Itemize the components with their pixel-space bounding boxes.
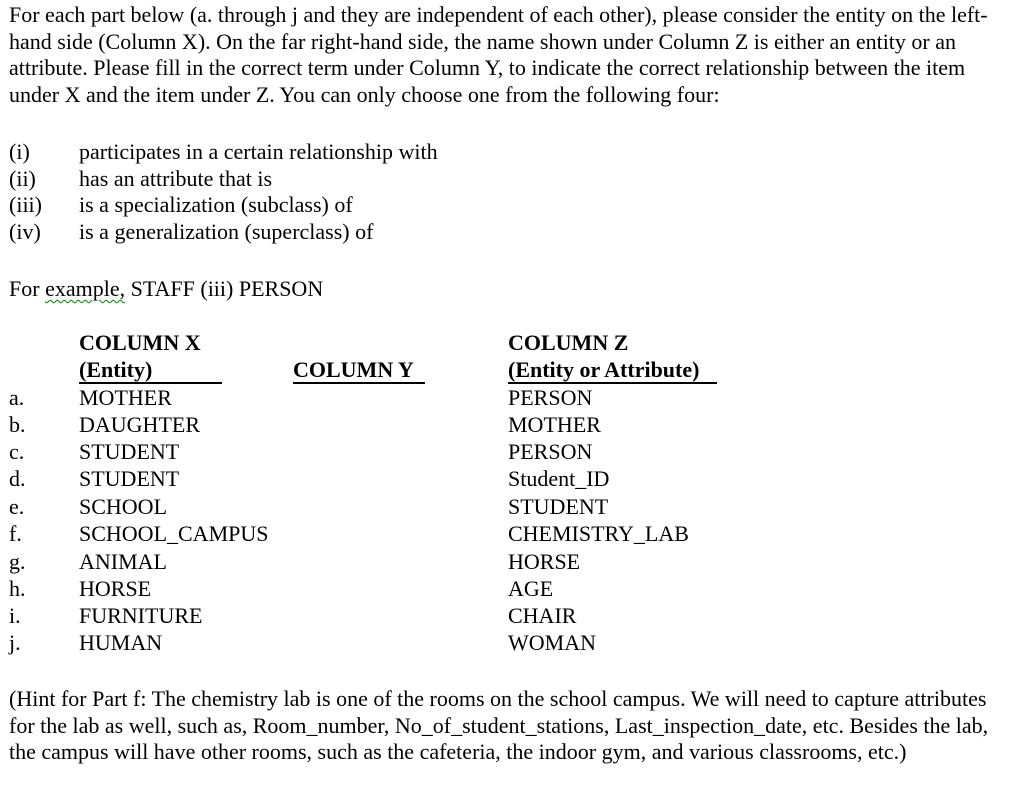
column-z-cell: PERSON	[508, 439, 593, 464]
column-x-cell: SCHOOL	[79, 494, 168, 519]
column-x-title: COLUMN X	[79, 330, 201, 355]
column-z-cell: CHEMISTRY_LAB	[508, 521, 689, 546]
column-x-cell: SCHOOL_CAMPUS	[79, 521, 269, 546]
row-letter: e.	[9, 494, 25, 519]
column-z-cell: WOMAN	[508, 630, 596, 655]
column-x-cell: STUDENT	[79, 439, 180, 464]
column-z-subtitle: (Entity or Attribute)	[508, 357, 700, 382]
row-letter: c.	[9, 439, 25, 464]
row-letter: g.	[9, 549, 26, 574]
option-text-2: has an attribute that is	[79, 166, 273, 191]
column-z-cell: HORSE	[508, 549, 581, 574]
column-z-cell: MOTHER	[508, 412, 601, 437]
column-x-cell: HORSE	[79, 576, 152, 601]
example-rest: STAFF (iii) PERSON	[125, 276, 324, 301]
example-word-spellcheck: example,	[45, 276, 126, 301]
row-letter: h.	[9, 576, 26, 601]
example-line	[9, 276, 323, 303]
option-text-4: is a generalization (superclass) of	[79, 219, 374, 244]
column-x-cell: ANIMAL	[79, 549, 167, 574]
intro-paragraph: For each part below (a. through j and they are independent of each other), please consider the entity on the left-hand side (Column X). On the far right-hand side, the name shown under Column Z is either an entity or an attribute. Please fill in the correct term under Column Y, to indicate the correct relationship between the item under X and the item under Z. You can only choose one from the following four:	[9, 2, 988, 107]
hint-paragraph: (Hint for Part f: The chemistry lab is one of the rooms on the school campus. We will need to capture attributes for the lab as well, such as, Room_number, No_of_student_stations, Last_inspection_date, etc. Besides the lab, the campus will have other rooms, such as the cafeteria, the indoor gym, and various classrooms, etc.)	[9, 686, 989, 764]
example-prefix: For	[9, 276, 46, 301]
option-text-1: participates in a certain relationship with	[79, 139, 438, 164]
option-label-1: (i)	[9, 139, 30, 164]
column-z-cell: AGE	[508, 576, 554, 601]
column-y-title: COLUMN Y	[293, 357, 414, 382]
option-label-3: (iii)	[9, 192, 42, 217]
column-x-cell: FURNITURE	[79, 603, 203, 628]
row-letter: j.	[9, 630, 21, 655]
column-y-underline	[293, 382, 425, 384]
column-z-cell: STUDENT	[508, 494, 609, 519]
column-x-cell: HUMAN	[79, 630, 163, 655]
row-letter: a.	[9, 385, 25, 410]
row-letter: b.	[9, 412, 26, 437]
option-text-3: is a specialization (subclass) of	[79, 192, 353, 217]
row-letter: d.	[9, 466, 26, 491]
option-label-4: (iv)	[9, 219, 41, 244]
column-x-subtitle: (Entity)	[79, 357, 153, 382]
column-x-cell: MOTHER	[79, 385, 172, 410]
column-z-title: COLUMN Z	[508, 330, 629, 355]
column-x-cell: STUDENT	[79, 466, 180, 491]
column-z-cell: Student_ID	[508, 466, 610, 491]
row-letter: f.	[9, 521, 22, 546]
column-z-cell: CHAIR	[508, 603, 577, 628]
row-letter: i.	[9, 603, 21, 628]
column-z-cell: PERSON	[508, 385, 593, 410]
column-x-cell: DAUGHTER	[79, 412, 200, 437]
option-label-2: (ii)	[9, 166, 36, 191]
